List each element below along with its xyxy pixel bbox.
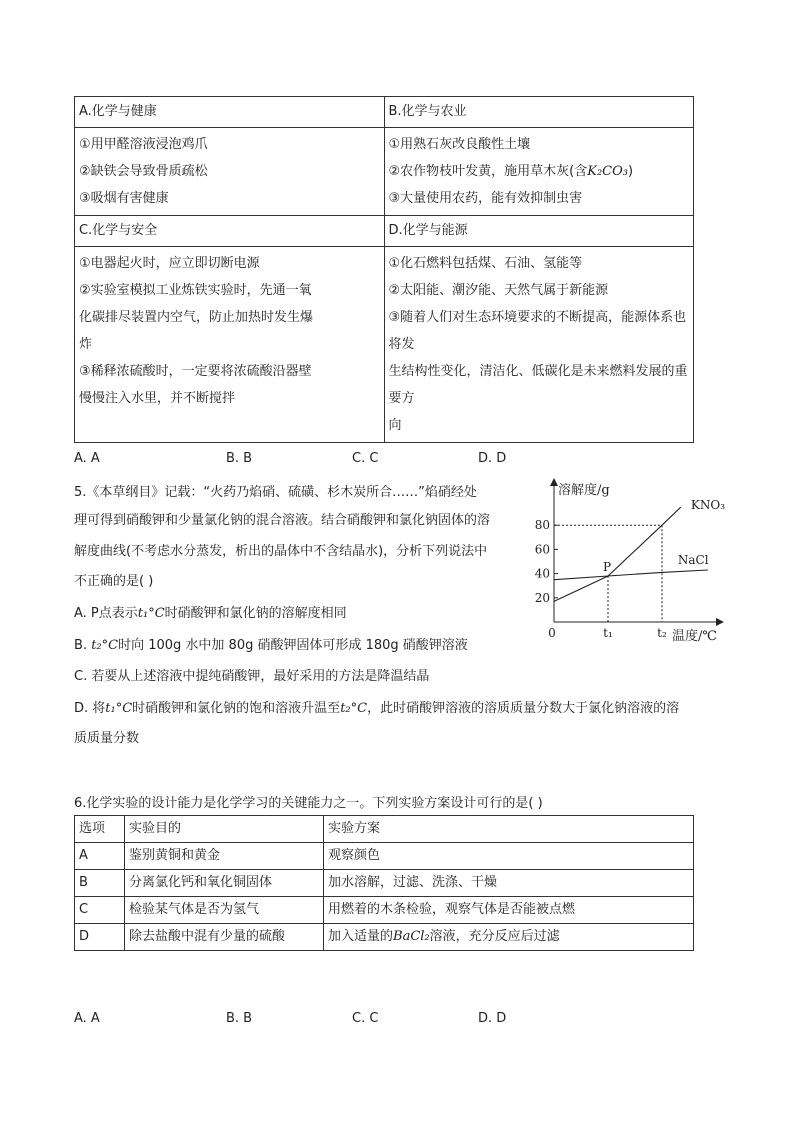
y-axis-label: 溶解度/g — [558, 483, 610, 498]
formula: K₂CO₃ — [587, 164, 628, 179]
table-row — [75, 870, 694, 897]
b-item: ③大量使用农药，能有效抑制虫害 — [388, 191, 583, 206]
cell: 检验某气体是否为氢气 — [125, 897, 324, 924]
b-item: ②农作物枝叶发黄，施用草木灰(含K₂CO₃) — [388, 164, 634, 179]
cell-c-title: C.化学与安全 — [75, 216, 385, 247]
q5-stem-line: 不正确的是( ) — [74, 574, 154, 589]
d-item: 向 — [388, 418, 402, 433]
a-item: ②缺铁会导致骨质疏松 — [79, 164, 208, 179]
c-item: ③稀释浓硫酸时，一定要将浓硫酸沿器壁 — [79, 364, 312, 379]
x-tick-label: 0 — [548, 626, 556, 640]
q5-option-c[interactable]: C. 若要从上述溶液中提纯硝酸钾，最好采用的方法是降温结晶 — [74, 669, 430, 684]
cell-c-items — [75, 247, 385, 443]
y-tick-label: 60 — [534, 542, 550, 557]
c-item: 炸 — [79, 337, 93, 352]
cell-d-title: D.化学与能源 — [384, 216, 694, 247]
cell: 观察颜色 — [324, 843, 694, 870]
header-cell: 实验目的 — [125, 816, 324, 843]
q6-stem: 6.化学实验的设计能力是化学学习的关键能力之一。下列实验方案设计可行的是( ) — [74, 796, 543, 811]
c-item: ②实验室模拟工业炼铁实验时，先通一氧 — [79, 283, 312, 298]
cell: 加入适量的BaCl₂溶液，充分反应后过滤 — [324, 924, 694, 951]
cell-b-items — [384, 128, 694, 216]
x-tick-label: t₂ — [657, 626, 667, 640]
formula: BaCl₂ — [393, 929, 430, 944]
a-item: ③吸烟有害健康 — [79, 191, 169, 206]
q4-option-c[interactable]: C. C — [352, 451, 379, 466]
q4-table — [74, 96, 694, 443]
q5-option-d[interactable]: D. 将t₁°C时硝酸钾和氯化钠的饱和溶液升温至t₂°C，此时硝酸钾溶液的溶质质量分数大于氯化钠溶液的溶 — [74, 701, 680, 716]
q5-stem-line: 理可得到硝酸钾和少量氯化钠的混合溶液。结合硝酸钾和氯化钠固体的溶 — [74, 513, 491, 528]
q6-option-d[interactable]: D. D — [478, 1011, 507, 1026]
cell: A — [75, 843, 125, 870]
cell: 分离氯化钙和氧化铜固体 — [125, 870, 324, 897]
table-row — [75, 843, 694, 870]
table-header-row — [75, 816, 694, 843]
x-axis-label: 温度/℃ — [672, 629, 717, 644]
table-row — [75, 897, 694, 924]
cell: B — [75, 870, 125, 897]
solubility-chart — [520, 474, 730, 654]
cell-d-items — [384, 247, 694, 443]
a-item: ①用甲醛溶液浸泡鸡爪 — [79, 137, 208, 152]
table-row — [75, 924, 694, 951]
series-label: NaCl — [677, 552, 709, 567]
d-item: ①化石燃料包括煤、石油、氢能等 — [388, 256, 583, 271]
q6-option-b[interactable]: B. B — [226, 1011, 253, 1026]
y-tick-label: 80 — [534, 518, 550, 533]
header-cell: 实验方案 — [324, 816, 694, 843]
d-item: 生结构性变化，清洁化、低碳化是未来燃料发展的重要方 — [388, 364, 688, 406]
y-tick-label: 40 — [534, 566, 550, 581]
cell: D — [75, 924, 125, 951]
q6-table — [74, 815, 694, 951]
c-item: ①电器起火时，应立即切断电源 — [79, 256, 260, 271]
series-label: KNO₃ — [690, 498, 726, 513]
q5-stem-line: 5.《本草纲目》记载：“火药乃焰硝、硫磺、杉木炭所合……”焰硝经处 — [74, 485, 477, 500]
q5-stem-line: 解度曲线(不考虑水分蒸发，析出的晶体中不含结晶水)，分析下列说法中 — [74, 544, 488, 559]
x-tick-label: t₁ — [603, 626, 613, 640]
cell: C — [75, 897, 125, 924]
q5-option-a[interactable]: A. P点表示t₁°C时硝酸钾和氯化钠的溶解度相同 — [74, 606, 347, 621]
q4-option-b[interactable]: B. B — [226, 451, 253, 466]
series-line-nacl — [554, 570, 708, 580]
q5-option-d-line2: 质质量分数 — [74, 731, 140, 746]
d-item: ②太阳能、潮汐能、天然气属于新能源 — [388, 283, 609, 298]
q6-option-c[interactable]: C. C — [352, 1011, 379, 1026]
b-item: ①用熟石灰改良酸性土壤 — [388, 137, 531, 152]
cell-a-title: A.化学与健康 — [75, 97, 385, 128]
cell-b-title: B.化学与农业 — [384, 97, 694, 128]
q6-option-a[interactable]: A. A — [74, 1011, 100, 1026]
cell: 加水溶解，过滤、洗涤、干燥 — [324, 870, 694, 897]
cell: 用燃着的木条检验，观察气体是否能被点燃 — [324, 897, 694, 924]
q5-option-b[interactable]: B. t₂°C时向 100g 水中加 80g 硝酸钾固体可形成 180g 硝酸钾溶液 — [74, 638, 468, 653]
c-item: 化碳排尽装置内空气，防止加热时发生爆 — [79, 310, 314, 325]
c-item: 慢慢注入水里，并不断搅拌 — [79, 391, 236, 406]
cell: 除去盐酸中混有少量的硫酸 — [125, 924, 324, 951]
y-tick-label: 20 — [534, 590, 550, 605]
header-cell: 选项 — [75, 816, 125, 843]
d-item: ③随着人们对生态环境要求的不断提高，能源体系也将发 — [388, 310, 687, 352]
q4-option-d[interactable]: D. D — [478, 451, 507, 466]
cell: 鉴别黄铜和黄金 — [125, 843, 324, 870]
intersection-label: P — [603, 560, 612, 575]
cell-a-items — [75, 128, 385, 216]
q4-option-a[interactable]: A. A — [74, 451, 100, 466]
